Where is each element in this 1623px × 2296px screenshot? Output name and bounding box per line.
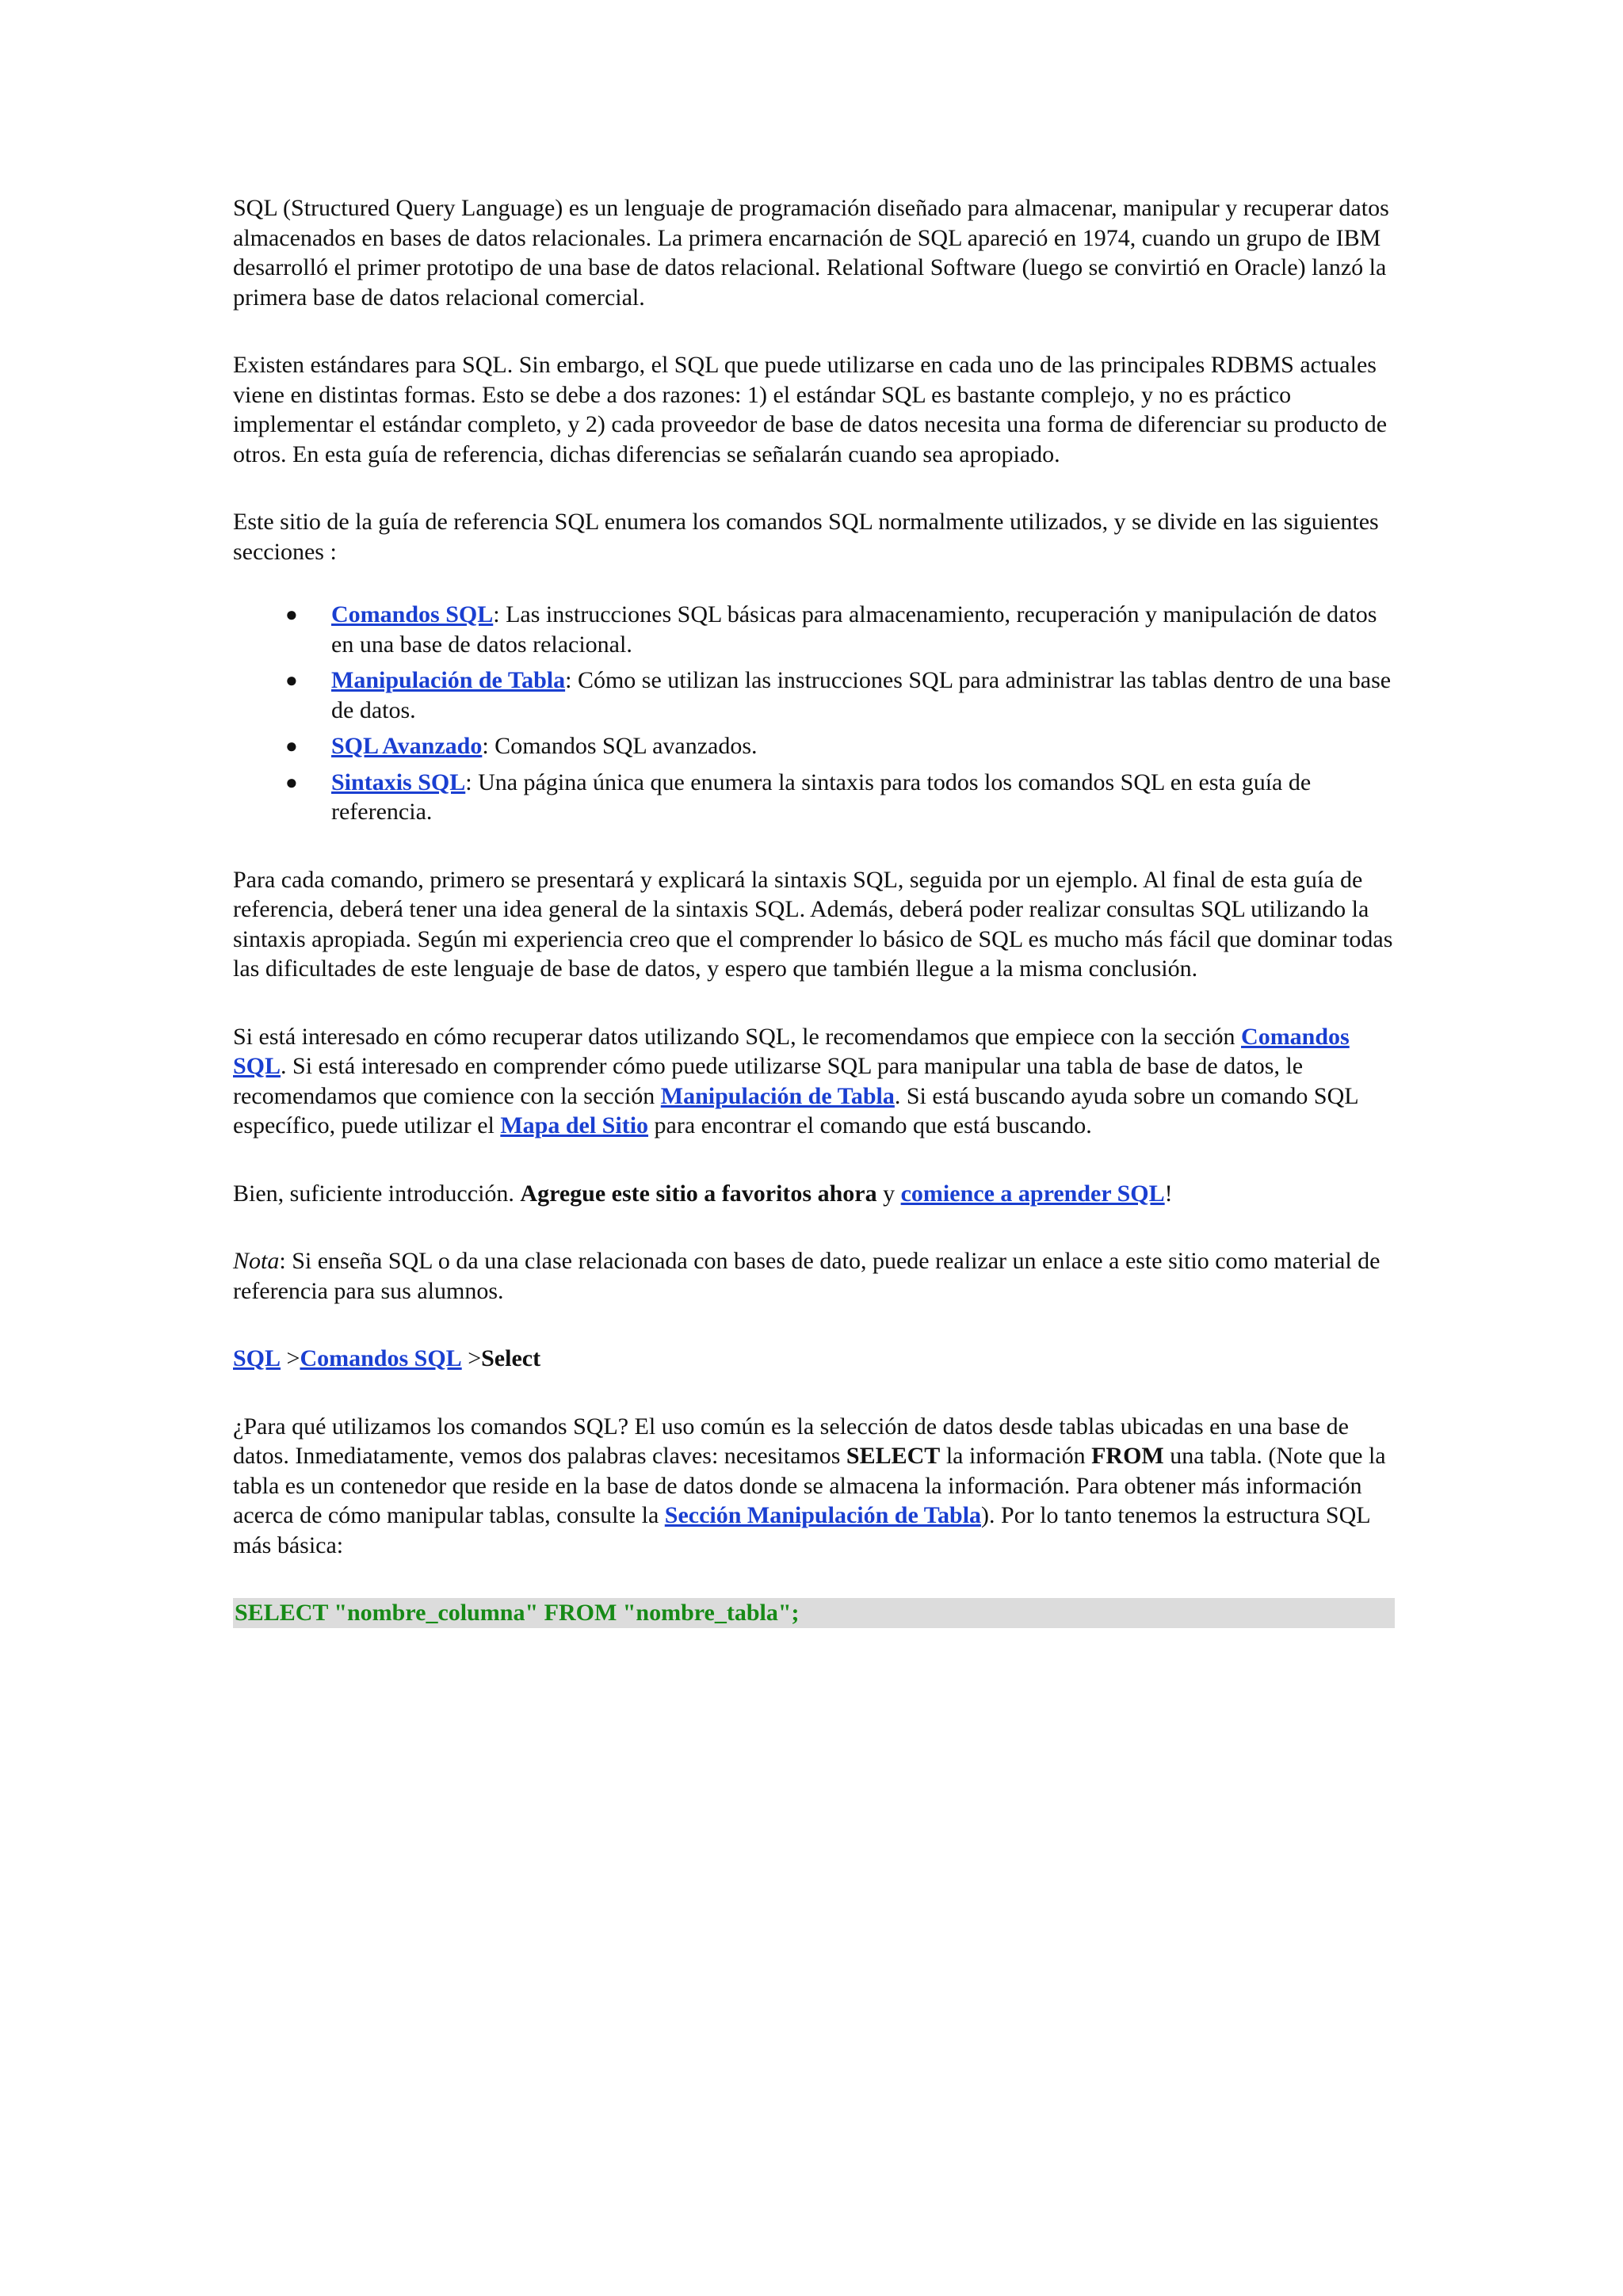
link-sintaxis-sql[interactable]: Sintaxis SQL <box>331 769 466 795</box>
note-paragraph <box>233 1246 1395 1306</box>
breadcrumb-comandos-sql[interactable]: Comandos SQL <box>300 1345 462 1371</box>
breadcrumb-current: Select <box>481 1345 541 1371</box>
text-span: Si está interesado en cómo recuperar datos utilizando SQL, le recomendamos que empiece con la sección <box>233 1023 1242 1050</box>
text-span: la información <box>940 1443 1092 1469</box>
breadcrumb <box>233 1344 1395 1374</box>
text-span: . Si está buscando ayuda sobre un comando SQL específico, puede utilizar el <box>233 1082 1358 1138</box>
text-span: una tabla. (Note que la tabla es un contenedor que reside en la base de datos donde se almacena la información. Para obtener más información acerca de cómo manipular tablas, consulte la <box>233 1443 1386 1528</box>
link-comandos-sql-inline[interactable]: Comandos SQL <box>233 1023 1350 1079</box>
link-seccion-manipulacion[interactable]: Sección Manipulación de Tabla <box>664 1502 982 1528</box>
intro-paragraph-2: Existen estándares para SQL. Sin embargo, el SQL que puede utilizarse en cada uno de las principales RDBMS actuales viene en distintas formas. Esto se debe a dos razones: 1) el estándar SQL es bastante complejo, y no es práctico implementar el estándar completo, y 2) cada proveedor de base de datos necesita una forma de diferenciar su producto de otros. En esta guía de referencia, dichas diferencias se señalarán cuando sea apropiado. <box>233 352 1388 467</box>
list-item-text: : Cómo se utilizan las instrucciones SQL para administrar las tablas dentro de una base de datos. <box>331 667 1392 723</box>
bullet-icon: ● <box>285 734 298 757</box>
link-comandos-sql[interactable]: Comandos SQL <box>331 601 494 627</box>
text-span: . Si está interesado en comprender cómo puede utilizarse SQL para manipular una tabla de base de datos, le recomendamos que comience con la sección <box>233 1053 1304 1109</box>
bullet-icon: ● <box>285 603 298 626</box>
paragraph-recommendation <box>233 1022 1395 1141</box>
breadcrumb-separator: > <box>461 1345 482 1371</box>
text-span: y <box>876 1180 901 1207</box>
list-item <box>233 731 1395 761</box>
bookmark-callout: Agregue este sitio a favoritos ahora <box>520 1180 877 1207</box>
breadcrumb-sql[interactable]: SQL <box>233 1345 281 1371</box>
bullet-icon: ● <box>285 770 298 794</box>
keyword-from: FROM <box>1091 1443 1164 1469</box>
link-mapa-del-sitio[interactable]: Mapa del Sitio <box>500 1112 649 1138</box>
intro-paragraph-3: Este sitio de la guía de referencia SQL enumera los comandos SQL normalmente utilizados, y se divide en las siguientes secciones : <box>233 509 1379 565</box>
list-item <box>233 666 1395 725</box>
link-manipulacion-tabla[interactable]: Manipulación de Tabla <box>331 667 566 693</box>
link-start-learning[interactable]: comience a aprender SQL <box>900 1180 1165 1207</box>
note-label: Nota <box>233 1248 280 1274</box>
list-item-text: : Las instrucciones SQL básicas para almacenamiento, recuperación y manipulación de datos en una base de datos relacional. <box>331 601 1377 658</box>
link-sql-avanzado[interactable]: SQL Avanzado <box>331 733 483 759</box>
link-manipulacion-tabla-inline[interactable]: Manipulación de Tabla <box>660 1082 895 1109</box>
document-body <box>233 193 1395 1628</box>
text-span: ! <box>1164 1180 1173 1207</box>
keyword-select: SELECT <box>846 1443 941 1469</box>
list-item-text: : Una página única que enumera la sintaxis para todos los comandos SQL en esta guía de referencia. <box>331 769 1312 825</box>
paragraph-call-to-action <box>233 1179 1395 1209</box>
list-item-text: : Comandos SQL avanzados. <box>482 733 758 759</box>
breadcrumb-separator: > <box>281 1345 300 1371</box>
text-span: Bien, suficiente introducción. <box>233 1180 521 1207</box>
text-span: para encontrar el comando que está buscando. <box>648 1112 1092 1138</box>
intro-paragraph-1: SQL (Structured Query Language) es un lenguaje de programación diseñado para almacenar, manipular y recuperar datos almacenados en bases de datos relacionales. La primera encarnación de SQL apareció en 1974, cuando un grupo de IBM desarrolló el primer prototipo de una base de datos relacional. Relational Software (luego se convirtió en Oracle) lanzó la primera base de datos relacional comercial. <box>233 195 1389 311</box>
note-text: : Si enseña SQL o da una clase relacionada con bases de dato, puede realizar un enlace a este sitio como material de referencia para sus alumnos. <box>233 1248 1381 1304</box>
code-block: SELECT "nombre_columna" FROM "nombre_tabla"; <box>233 1598 1395 1628</box>
text-span: ). Por lo tanto tenemos la estructura SQL más básica: <box>233 1502 1370 1558</box>
paragraph-select-intro <box>233 1412 1395 1561</box>
text-span: ¿Para qué utilizamos los comandos SQL? El uso común es la selección de datos desde tablas ubicadas en una base de datos. Inmediatamente, vemos dos palabras claves: necesitamos <box>233 1413 1349 1469</box>
list-item <box>233 600 1395 659</box>
list-item <box>233 768 1395 827</box>
paragraph-approach: Para cada comando, primero se presentará y explicará la sintaxis SQL, seguida por un ejemplo. Al final de esta guía de referencia, deberá tener una idea general de la sintaxis SQL. Además, deberá poder realizar consultas SQL utilizando la sintaxis apropiada. Según mi experiencia creo que el comprender lo básico de SQL es mucho más fácil que dominar todas las dificultades de este lenguaje de base de datos, y espero que también llegue a la misma conclusión. <box>233 866 1393 982</box>
sections-list <box>233 566 1395 827</box>
bullet-icon: ● <box>285 669 298 692</box>
